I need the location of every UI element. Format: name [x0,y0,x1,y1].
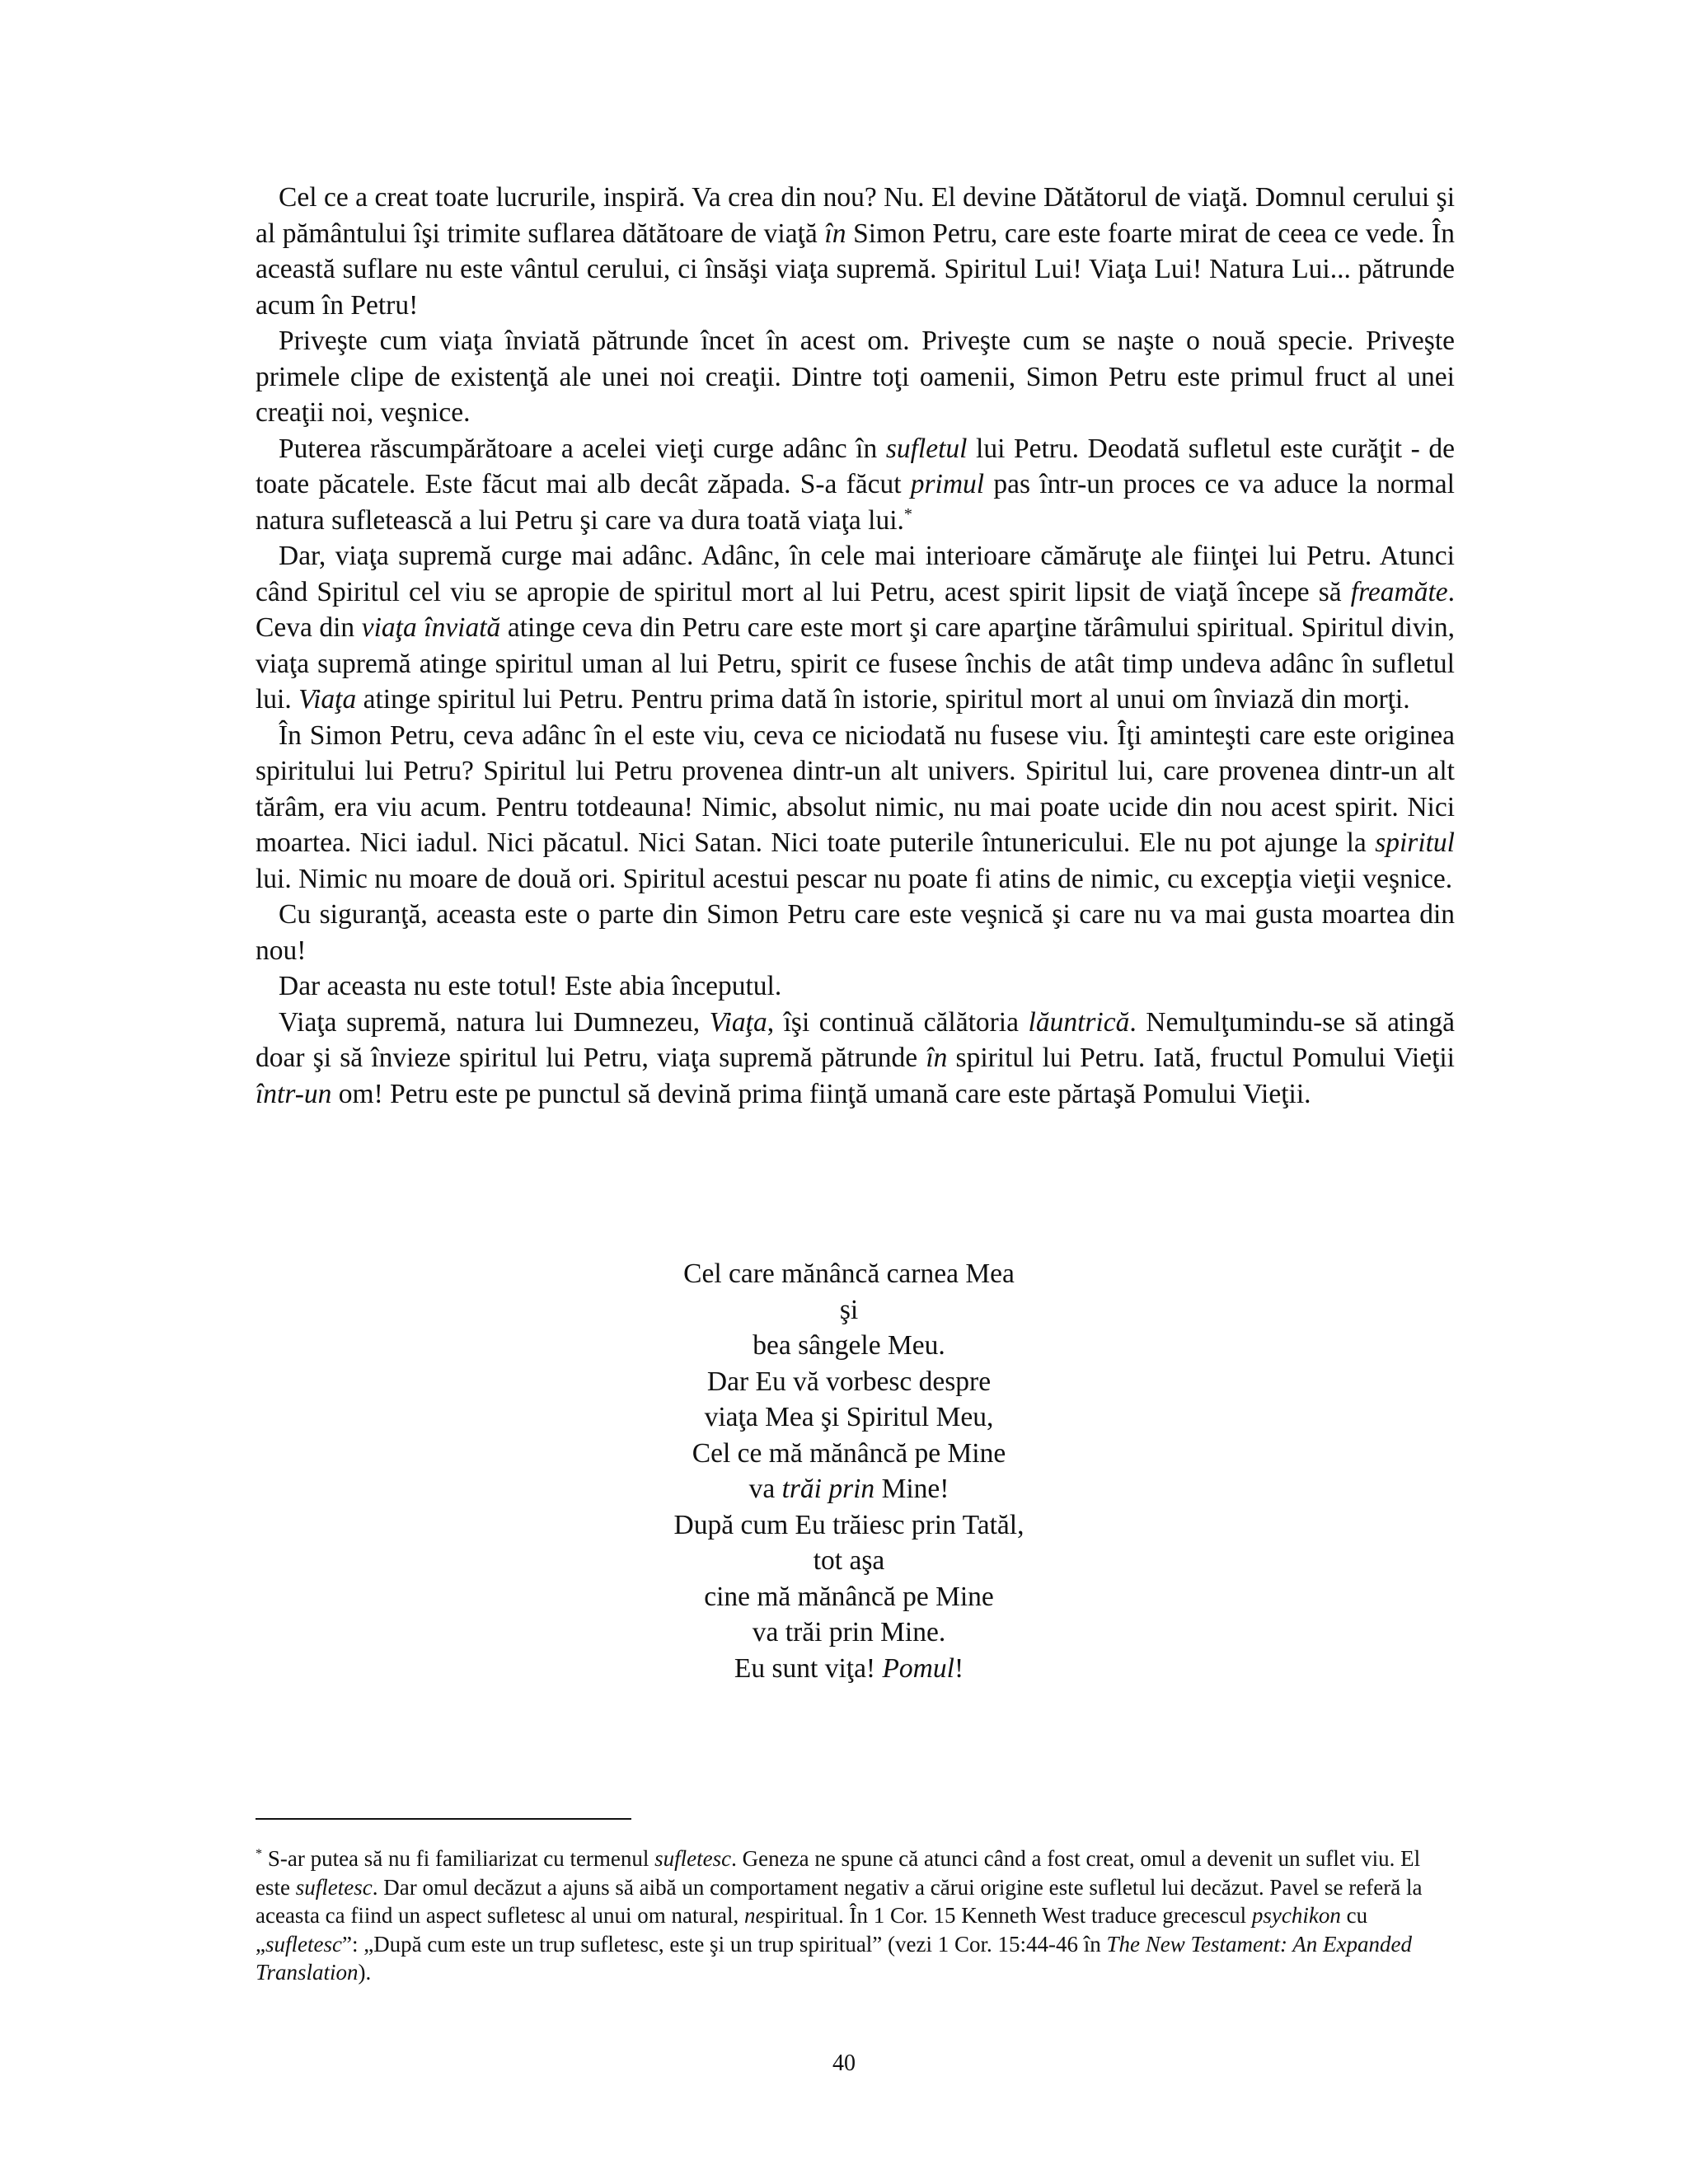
text-run: atinge spiritul lui Petru. Pentru prima dată în istorie, spiritul mort al unui om înviază din morţi. [356,684,1410,715]
footnote [256,1844,1426,1987]
poem-line [503,1507,1195,1544]
text-run: spiritual. În 1 Cor. 15 Kenneth West traduce grecescul [765,1903,1252,1928]
text-run: După cum Eu trăiesc prin Tatăl, [673,1509,1025,1540]
italic-text: sufletul [885,433,968,464]
text-run: . Geneza ne spune că atunci când a fost creat, omul a devenit un suflet viu. El este [256,1846,1421,1900]
italic-text: în [926,1043,948,1073]
italic-text: trăi prin [781,1474,875,1504]
text-run: , îşi continuă călătoria [767,1006,1029,1038]
paragraph [256,897,1455,968]
italic-text: psychikon [1251,1903,1341,1928]
italic-text: primul [910,469,985,499]
text-run: Dar Eu vă vorbesc despre [706,1366,992,1397]
text-run: pas într-un proces ce va aduce la normal natura sufletească a lui Petru şi care va dura toată viaţa lui. [256,469,1455,536]
text-run: Mine! [874,1474,950,1504]
italic-text: sufletesc [654,1846,732,1871]
poem-line [503,1436,1195,1472]
poem-line [503,1256,1195,1292]
footnote-marker: * [903,504,912,523]
italic-text: într-un [256,1078,332,1109]
text-run: . Nemulţumindu-se să atingă doar şi să învieze spiritul lui Petru, viaţa supremă pătrunde [256,1006,1456,1073]
footnote-text [256,1844,1426,1987]
text-run: Dar aceasta nu este totul! Este abia începutul. [279,971,782,1001]
text-run: lui Petru. Deodată sufletul este curăţit - de toate păcatele. Este făcut mai alb decât zăpada. S-a făcut [256,433,1455,499]
text-run: lui. Nimic nu moare de două ori. Spiritul acestui pescar nu poate fi atins de nimic, cu excepţia vieţii veşnice. [256,863,1453,894]
text-run: Cel care mănâncă carnea Mea [683,1258,1015,1289]
text-run: Priveşte cum viaţa înviată pătrunde încet în acest om. Priveşte cum se naşte o nouă specie. Priveşte primele clipe de existenţă ale unei noi creaţii. Dintre toţi oamenii, Simon Petru este primul fruct al unei creaţii noi, veşnice. [256,326,1455,428]
text-run: va [748,1474,782,1504]
text-run: Viaţa supremă, natura lui Dumnezeu, [279,1006,710,1038]
text-run: În Simon Petru, ceva adânc în el este viu, ceva ce niciodată nu fusese viu. Îţi aminteşti care este originea spiritului lui Petru? Spiritul lui Petru provenea dintr-un alt univers. Spiritul lui, care provenea dintr-un alt tărâm, era viu acum. Pentru totdeauna! Nimic, absolut nimic, nu mai poate ucide din nou acest spirit. Nici moartea. Nici iadul. Nici păcatul. Nici Satan. Nici toate puterile întunericului. Ele nu pot ajunge la [256,719,1455,858]
italic-text: lăuntrică [1028,1006,1130,1038]
poem-line [503,1399,1195,1436]
text-run: ”: „După cum este un trup sufletesc, este şi un trup spiritual” (vezi 1 Cor. 15:44-46 în [341,1931,1107,1957]
text-run: Simon Petru, care este foarte mirat de ceea ce vede. În această suflare nu este vântul cerului, ci însăşi viaţa supremă. Spiritul Lui! Viaţa Lui! Natura Lui... pătrunde acum în Petru! [256,218,1455,321]
text-run: va trăi prin Mine. [752,1617,946,1647]
text-run: . Ceva din [256,576,1455,643]
text-run: spiritul lui Petru. Iată, fructul Pomului Vieţii [947,1043,1455,1073]
italic-text: spiritul [1375,827,1455,858]
text-run: Cu siguranţă, aceasta este o parte din Simon Petru care este veşnică şi care nu va mai gusta moartea din nou! [256,899,1455,966]
page-number: 40 [832,2050,856,2076]
italic-text: Viaţa [298,684,357,715]
poem-line [503,1364,1195,1400]
paragraph [256,323,1455,431]
text-run: . Dar omul decăzut a ajuns să aibă un comportament negativ a cărui origine este sufletul lui decăzut. Pavel se referă la aceasta ca fiind un aspect sufletesc al unui om natural, [256,1874,1423,1928]
paragraph [256,538,1455,718]
text-run: cu „ [256,1903,1368,1957]
italic-text: Pomul [882,1652,954,1684]
poem-line [503,1471,1195,1507]
italic-text: The New Testament: An Expanded Translation [256,1931,1412,1985]
paragraph [256,1005,1455,1113]
text-run: cine mă mănâncă pe Mine [704,1581,994,1612]
poem-line [503,1651,1195,1687]
text-run: şi [839,1294,859,1325]
italic-text: sufletesc [265,1931,342,1957]
paragraph [256,180,1455,323]
text-run: bea sângele Meu. [753,1330,945,1361]
paragraph [256,968,1455,1005]
poem-line [503,1615,1195,1651]
text-run: ). [358,1960,372,1985]
italic-text: în [824,218,846,249]
poem-line [503,1543,1195,1579]
poem-line [503,1328,1195,1364]
text-run: Eu sunt viţa! [734,1652,883,1684]
poem-line [503,1579,1195,1615]
text-run: atinge ceva din Petru care este mort şi care aparţine tărâmului spiritual. Spiritul divin, viaţa supremă atinge spiritul uman al lui Petru, spirit ce fusese închis de atât timp undeva adânc în sufletul lui. [256,612,1456,715]
footnote-marker: * [256,1846,263,1861]
text-run: tot aşa [813,1545,885,1576]
italic-text: viaţa înviată [361,612,501,643]
text-run: om! Petru este pe punctul să devină prima fiinţă umană care este părtaşă Pomului Vieţii. [331,1078,1311,1109]
poem-line [503,1292,1195,1329]
text-run: ! [954,1652,964,1684]
text-run: Dar, viaţa supremă curge mai adânc. Adânc, în cele mai interioare cămăruţe ale fiinţei lui Petru. Atunci când Spiritul cel viu se apropie de spiritul mort al lui Petru, acest spirit lipsit de viaţă începe să [256,541,1455,607]
poem-block [503,1256,1195,1686]
body-text [256,180,1455,1112]
text-run: Cel ce a creat toate lucrurile, inspiră. Va crea din nou? Nu. El devine Dătătorul de viaţă. Domnul cerului şi al pământului îşi trimite suflarea dătătoare de viaţă [256,182,1455,249]
italic-text: ne [744,1903,766,1928]
footnote-separator [256,1818,631,1820]
text-run: viaţa Mea şi Spiritul Meu, [704,1402,994,1432]
paragraph [256,718,1455,898]
text-run: Puterea răscumpărătoare a acelei vieţi curge adânc în [279,433,886,464]
paragraph [256,431,1455,539]
italic-text: Viaţa [709,1006,767,1038]
italic-text: sufletesc [295,1874,373,1900]
italic-text: freamăte [1350,576,1448,607]
text-run: Cel ce mă mănâncă pe Mine [692,1437,1006,1469]
text-run: S-ar putea să nu fi familiarizat cu termenul [262,1846,655,1871]
